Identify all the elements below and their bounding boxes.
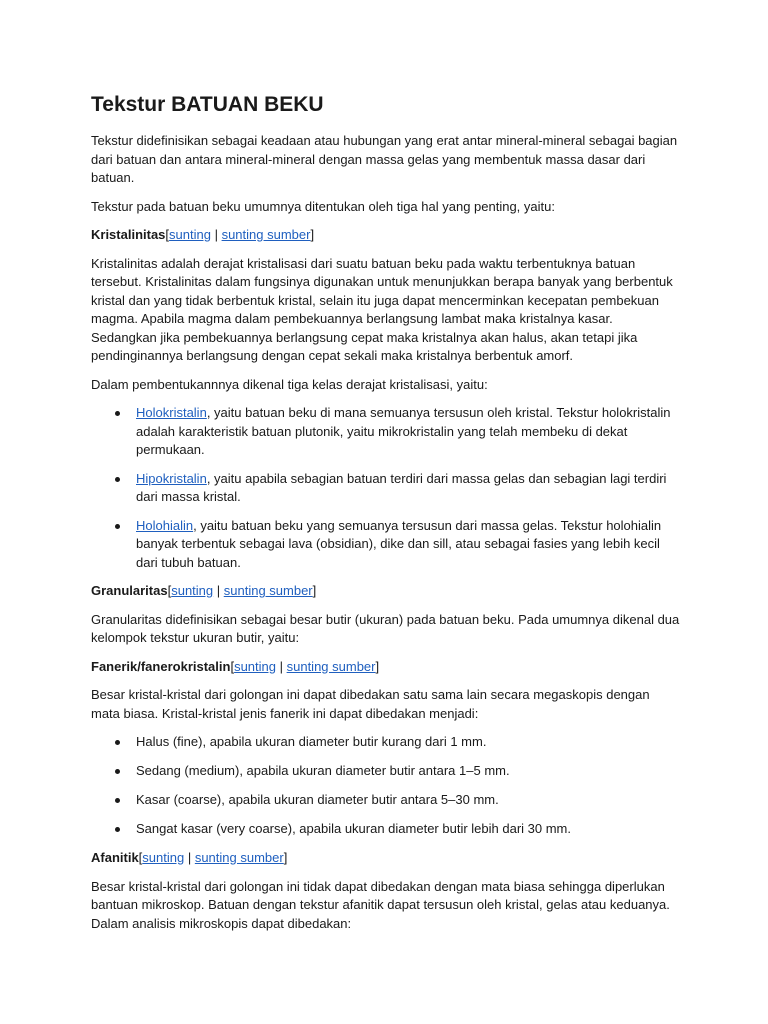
- kristalinitas-body: Kristalinitas adalah derajat kristalisasi dari suatu batuan beku pada waktu terbentuknya batuan tersebut. Kristalinitas dalam fungsinya digunakan untuk menunjukkan berapa banyak yang berbentuk kristal dan yang tidak berbentuk kristal, selain itu juga dapat mencerminkan kecepatan pembekuan magma. Apabila magma dalam pembekuannya berlangsung lambat maka kristalnya kasar. Sedangkan jika pembekuannya berlangsung cepat maka kristalnya akan halus, akan tetapi jika pendinginannya berlangsung dengan cepat sekali maka kristalnya berbentuk amorf.: [91, 255, 673, 363]
- bullet-icon: [115, 827, 120, 832]
- bracket-close: ]: [310, 227, 315, 242]
- holokristalin-link[interactable]: Holokristalin: [136, 405, 207, 420]
- list-item-text: , yaitu batuan beku yang semuanya tersusun dari massa gelas. Tekstur holohialin banyak terbentuk sebagai lava (obsidian), dike dan sill, atau sebagai fasies yang lebih kecil dari tubuh batuan.: [136, 517, 662, 570]
- edit-link[interactable]: sunting: [142, 850, 185, 865]
- bracket-open: [: [165, 227, 170, 242]
- list-item-text: , yaitu apabila sebagian batuan terdiri dari massa gelas dan sebagian lagi terdiri dari massa kristal.: [136, 470, 667, 504]
- granularitas-body: Granularitas didefinisikan sebagai besar butir (ukuran) pada batuan beku. Pada umumnya dikenal dua kelompok tekstur ukuran butir, yaitu:: [91, 611, 680, 645]
- edit-link[interactable]: sunting: [171, 583, 214, 598]
- page-title: Tekstur BATUAN BEKU: [91, 93, 324, 116]
- edit-link[interactable]: sunting: [169, 227, 211, 242]
- section-heading-granularitas: [91, 582, 681, 601]
- list-item: [136, 470, 681, 507]
- separator: |: [210, 227, 222, 242]
- bullet-icon: [115, 411, 120, 416]
- bracket-close: ]: [283, 850, 288, 865]
- hipokristalin-link[interactable]: Hipokristalin: [136, 470, 207, 486]
- edit-source-link[interactable]: sunting sumber: [223, 583, 313, 598]
- section-heading-afanitik: [91, 849, 681, 868]
- bullet-icon: [115, 524, 120, 529]
- edit-source-link[interactable]: sunting sumber: [194, 850, 284, 865]
- section-title: Granularitas: [91, 583, 168, 598]
- list-item: [136, 762, 681, 781]
- edit-source-link[interactable]: sunting sumber: [221, 227, 311, 242]
- holohialin-link[interactable]: Holohialin: [136, 517, 194, 533]
- section-heading-kristalinitas: [91, 226, 681, 245]
- separator: |: [213, 583, 224, 598]
- separator: |: [276, 658, 287, 674]
- list-item-text: Sangat kasar (very coarse), apabila ukuran diameter butir lebih dari 30 mm.: [136, 821, 571, 836]
- edit-source-link[interactable]: sunting sumber: [286, 658, 376, 674]
- separator: |: [184, 850, 195, 865]
- bullet-icon: [115, 740, 120, 745]
- list-item: [136, 733, 681, 752]
- bullet-icon: [115, 798, 120, 803]
- list-item: [136, 404, 681, 460]
- intro-paragraph-2: Tekstur pada batuan beku umumnya ditentukan oleh tiga hal yang penting, yaitu:: [91, 198, 555, 214]
- bracket-open: [: [138, 850, 143, 865]
- intro-paragraph: Tekstur didefinisikan sebagai keadaan atau hubungan yang erat antar mineral-mineral sebagai bagian dari batuan dan antara mineral-mineral dengan massa gelas yang membentuk massa dasar dari batuan.: [91, 133, 678, 185]
- afanitik-body: Besar kristal-kristal dari golongan ini tidak dapat dibedakan dengan mata biasa sehingga diperlukan bantuan mikroskop. Batuan dengan tekstur afanitik dapat tersusun oleh kristal, gelas atau keduanya. Dalam analisis mikroskopis dapat dibedakan:: [91, 878, 670, 931]
- section-title: Afanitik: [91, 850, 139, 865]
- bracket-close: ]: [312, 583, 317, 598]
- article: [91, 90, 681, 943]
- bracket-open: [: [230, 658, 235, 674]
- kristalinitas-list: [91, 404, 681, 572]
- list-item-text: Sedang (medium), apabila ukuran diameter butir antara 1–5 mm.: [136, 763, 510, 778]
- bracket-close: ]: [375, 658, 380, 674]
- section-title: Fanerik/fanerokristalin: [91, 658, 231, 674]
- section-heading-fanerik: [91, 658, 681, 677]
- section-title: Kristalinitas: [91, 227, 166, 242]
- kristalinitas-list-intro: Dalam pembentukannnya dikenal tiga kelas derajat kristalisasi, yaitu:: [91, 376, 488, 392]
- list-item: [136, 791, 681, 810]
- fanerik-body: Besar kristal-kristal dari golongan ini dapat dibedakan satu sama lain secara megaskopis dengan mata biasa. Kristal-kristal jenis fanerik ini dapat dibedakan menjadi:: [91, 687, 650, 721]
- bullet-icon: [115, 477, 120, 482]
- fanerik-list: [91, 733, 681, 839]
- list-item: [136, 517, 681, 573]
- edit-link[interactable]: sunting: [234, 658, 276, 674]
- bullet-icon: [115, 769, 120, 774]
- bracket-open: [: [167, 583, 172, 598]
- list-item-text: , yaitu batuan beku di mana semuanya tersusun oleh kristal. Tekstur holokristalin adalah karakteristik batuan plutonik, yaitu mikrokristalin yang telah membeku di dekat permukaan.: [136, 405, 671, 457]
- list-item: [136, 820, 681, 839]
- list-item-text: Kasar (coarse), apabila ukuran diameter butir antara 5–30 mm.: [136, 792, 499, 807]
- list-item-text: Halus (fine), apabila ukuran diameter butir kurang dari 1 mm.: [136, 734, 487, 749]
